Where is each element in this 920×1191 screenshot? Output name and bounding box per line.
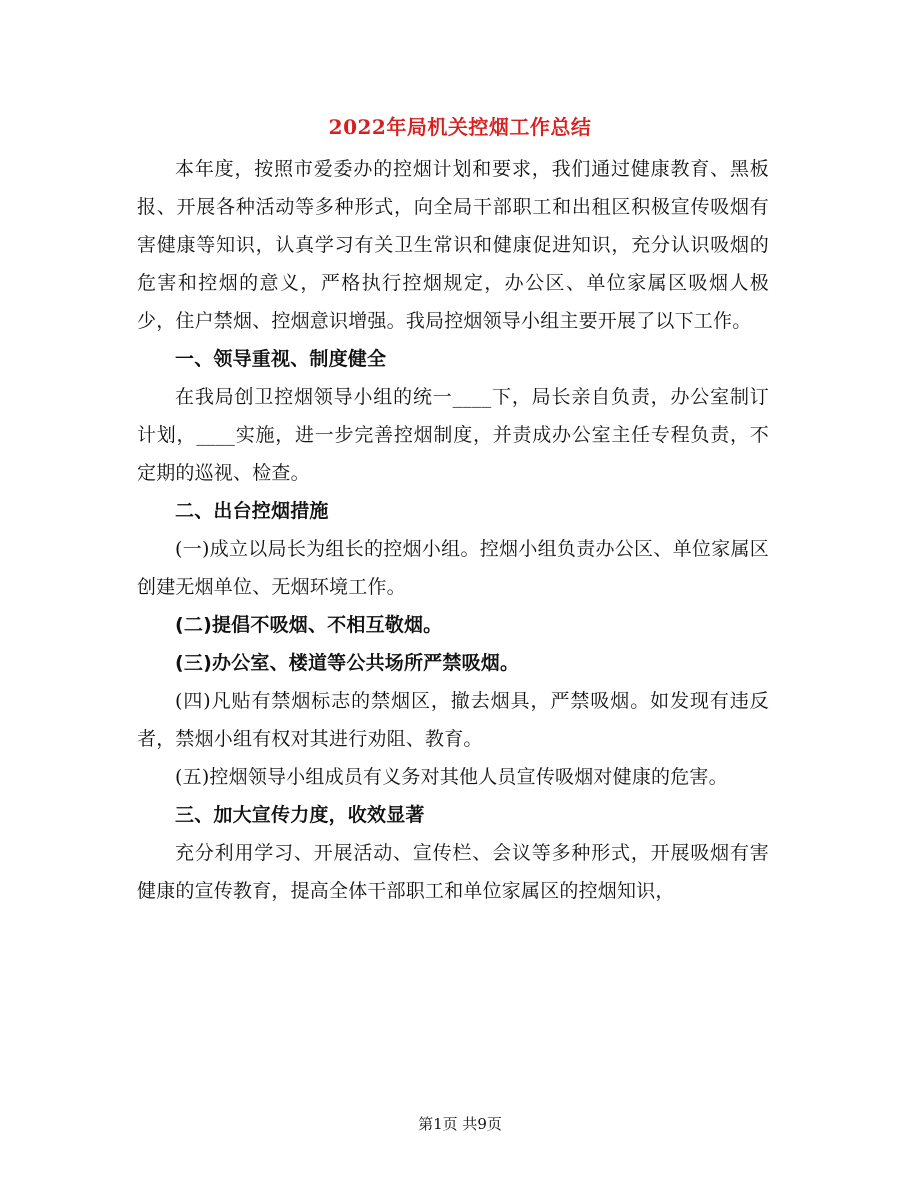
intro-paragraph: 本年度，按照市爱委办的控烟计划和要求，我们通过健康教育、黑板报、开展各种活动等多种形式，向全局干部职工和出租区积极宣传吸烟有害健康等知识，认真学习有关卫生常识和健康促进知识，充分认识吸烟的危害和控烟的意义，严格执行控烟规定，办公区、单位家属区吸烟人极少，住户禁烟、控烟意识增强。我局控烟领导小组主要开展了以下工作。 (137, 158, 769, 332)
section-2-item-3: (三)办公室、楼道等公共场所严禁吸烟。 (175, 652, 520, 674)
section-3-heading: 三、加大宣传力度，收效显著 (175, 804, 425, 826)
section-2-heading: 二、出台控烟措施 (175, 500, 329, 522)
document-title: 2022年局机关控烟工作总结 (328, 115, 592, 139)
section-2-item-2: (二)提倡不吸烟、不相互敬烟。 (175, 614, 443, 636)
section-2-item-4: (四)凡贴有禁烟标志的禁烟区，撤去烟具，严禁吸烟。如发现有违反者，禁烟小组有权对其进行劝阻、教育。 (137, 690, 769, 750)
section-3-paragraph: 充分利用学习、开展活动、宣传栏、会议等多种形式，开展吸烟有害健康的宣传教育，提高全体干部职工和单位家属区的控烟知识， (137, 842, 769, 902)
page-footer: 第1页 共9页 (418, 1115, 502, 1133)
section-2-item-1: (一)成立以局长为组长的控烟小组。控烟小组负责办公区、单位家属区创建无烟单位、无烟环境工作。 (137, 538, 769, 598)
section-2-item-5: (五)控烟领导小组成员有义务对其他人员宣传吸烟对健康的危害。 (175, 766, 728, 788)
section-1-paragraph: 在我局创卫控烟领导小组的统一____下，局长亲自负责，办公室制订计划，____实施，进一步完善控烟制度，并责成办公室主任专程负责，不定期的巡视、检查。 (137, 386, 769, 484)
section-1-heading: 一、领导重视、制度健全 (175, 348, 387, 370)
document-body (137, 150, 769, 910)
